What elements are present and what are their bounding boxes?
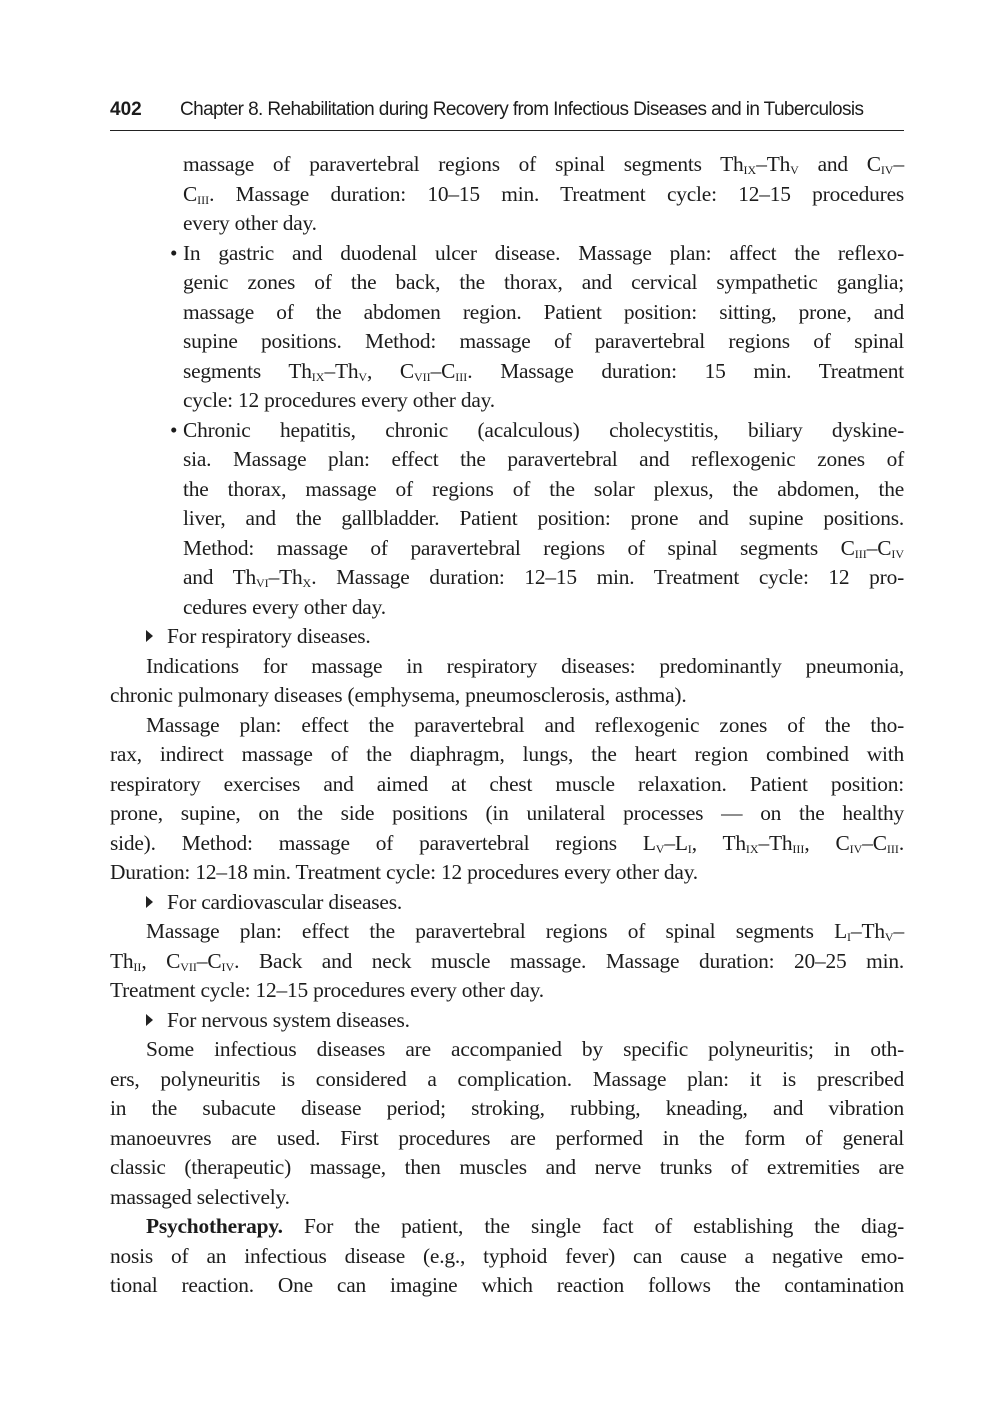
text-line: Treatment cycle: 12–15 procedures every other day. xyxy=(110,978,544,1002)
subheading-cardiovascular: For cardiovascular diseases. xyxy=(110,888,904,918)
triangle-right-icon xyxy=(146,1014,153,1026)
text-line: liver, and the gallbladder. Patient position: prone and supine positions. xyxy=(183,506,904,530)
text-line: Method: massage of paravertebral regions of spinal segments $C_{III}-C_{IV}$ xyxy=(183,535,904,561)
text-line: Massage plan: effect the paravertebral and reflexogenic zones of the tho- xyxy=(146,712,904,737)
page-header xyxy=(110,96,904,131)
text-line: massage of paravertebral regions of spinal segments $Th_{IX}-Th_V$ and $C_{IV}-$ xyxy=(183,152,904,177)
text-line: supine positions. Method: massage of paravertebral regions of spinal xyxy=(183,329,904,353)
subheading-respiratory: For respiratory diseases. xyxy=(110,622,904,652)
text-line: manoeuvres are used. First procedures are performed in the form of general xyxy=(110,1125,904,1150)
text-line: ers, polyneuritis is considered a complication. Massage plan: it is prescribed xyxy=(110,1066,904,1091)
text-line: $Th_{II}$, $C_{VII}-C_{IV}$. Back and neck muscle massage. Massage duration: 20–25 min. xyxy=(110,948,904,974)
bullet-item-hepatitis: • Chronic hepatitis, chronic (acalculous) cholecystitis, biliary dyskine- xyxy=(110,416,904,446)
text-line: rax, indirect massage of the diaphragm, lungs, the heart region combined with xyxy=(110,742,904,766)
text-line: sia. Massage plan: effect the paravertebral and reflexogenic zones of xyxy=(183,447,904,471)
page-number: 402 xyxy=(110,99,142,120)
text-line: Some infectious diseases are accompanied by specific polyneuritis; in oth- xyxy=(146,1037,904,1061)
text-line: side). Method: massage of paravertebral regions $L_V-L_I$, $Th_{IX}-Th_{III}$, $C_{IV}-C_{III}$. xyxy=(110,830,904,856)
text-line: Duration: 12–18 min. Treatment cycle: 12 procedures every other day. xyxy=(110,860,698,884)
text-line: chronic pulmonary diseases (emphysema, pneumosclerosis, asthma). xyxy=(110,683,687,707)
text-line: the thorax, massage of regions of the solar plexus, the abdomen, the xyxy=(183,476,904,501)
text-line: cedures every other day. xyxy=(183,594,386,619)
text-line: Massage plan: effect the paravertebral regions of spinal segments $L_I-Th_V-$ xyxy=(146,919,904,944)
triangle-right-icon xyxy=(146,630,153,642)
bullet-icon: • xyxy=(170,417,178,442)
text-line: massage of the abdomen region. Patient position: sitting, prone, and xyxy=(183,299,904,324)
text-line: nosis of an infectious disease (e.g., typhoid fever) can cause a negative emo- xyxy=(110,1243,904,1268)
text-line: respiratory exercises and aimed at chest muscle relaxation. Patient position: xyxy=(110,771,904,796)
body-text xyxy=(110,150,904,1301)
text-line: classic (therapeutic) massage, then muscles and nerve trunks of extremities are xyxy=(110,1155,904,1179)
text-line: tional reaction. One can imagine which reaction follows the contamination xyxy=(110,1273,904,1297)
text-line: every other day. xyxy=(183,211,317,235)
psychotherapy-paragraph: Psychotherapy. For the patient, the single fact of establishing the diag- xyxy=(146,1214,904,1238)
running-head: Chapter 8. Rehabilitation during Recovery from Infectious Diseases and in Tuberculosis xyxy=(180,99,864,120)
text-line: prone, supine, on the side positions (in unilateral processes — on the healthy xyxy=(110,801,904,825)
bullet-item-gastric: • In gastric and duodenal ulcer disease. Massage plan: affect the reflexo- xyxy=(110,239,904,269)
bullet-icon: • xyxy=(170,240,178,265)
psychotherapy-heading: Psychotherapy. xyxy=(146,1214,283,1238)
text-line: and $Th_{VI}-Th_X$. Massage duration: 12–15 min. Treatment cycle: 12 pro- xyxy=(183,565,904,590)
text-line: segments $Th_{IX}-Th_V$, $C_{VII}-C_{III}$. Massage duration: 15 min. Treatment xyxy=(183,358,904,384)
subheading-nervous: For nervous system diseases. xyxy=(110,1006,904,1036)
text-line: cycle: 12 procedures every other day. xyxy=(183,388,495,412)
text-line: massaged selectively. xyxy=(110,1184,290,1209)
text-line: in the subacute disease period; stroking, rubbing, kneading, and vibration xyxy=(110,1096,904,1120)
text-line: genic zones of the back, the thorax, and cervical sympathetic ganglia; xyxy=(183,270,904,294)
text-line: Indications for massage in respiratory diseases: predominantly pneumonia, xyxy=(146,653,904,678)
text-line: $C_{III}$. Massage duration: 10–15 min. Treatment cycle: 12–15 procedures xyxy=(183,181,904,207)
triangle-right-icon xyxy=(146,896,153,908)
